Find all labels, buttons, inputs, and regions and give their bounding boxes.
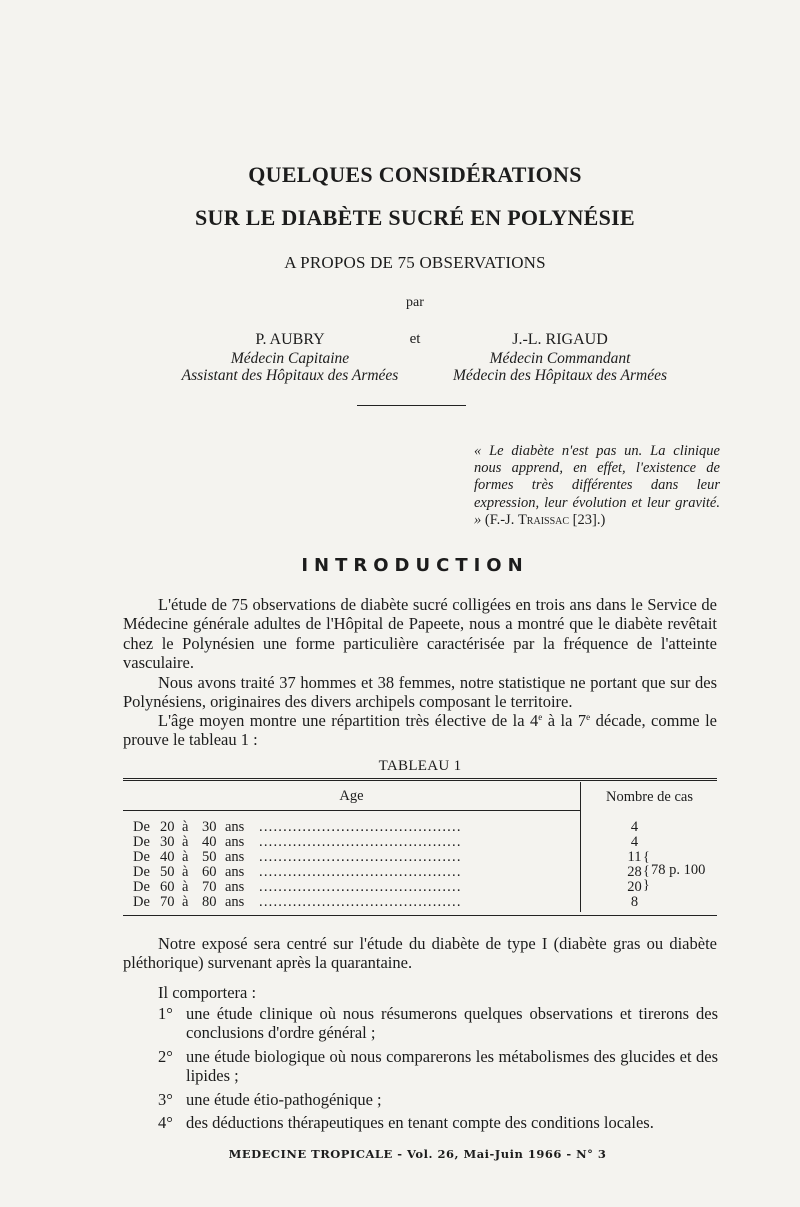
list-item — [158, 1004, 718, 1043]
age-sep: à — [182, 819, 189, 835]
group-percentage: 78 p. 100 — [651, 862, 706, 878]
row-prefix: De — [133, 819, 150, 835]
list-item-number: 1° — [158, 1004, 173, 1023]
age-to: 40 — [202, 834, 217, 850]
epigraph-source — [485, 512, 605, 528]
leader-dots: .......................................... — [259, 835, 462, 850]
table-header-rule — [123, 810, 580, 811]
paragraph-1: L'étude de 75 observations de diabète sucré colligées en trois ans dans le Service de Médecine générale adultes de l'Hôpital de Papeete, nous a montré que le diabète revêtait chez le Polynésien une forme particulière caractérisée par la fréquence de l'atteinte vasculaire. — [123, 595, 717, 673]
age-sep: à — [182, 834, 189, 850]
table-count-cell: 4 — [630, 819, 639, 835]
table-caption: TABLEAU 1 — [378, 758, 462, 774]
row-prefix: De — [133, 849, 150, 865]
author-2-name: J.-L. RIGAUD — [512, 331, 608, 348]
age-unit: ans — [225, 894, 245, 910]
authors-conjunction: et — [409, 331, 421, 347]
age-unit: ans — [225, 834, 245, 850]
paragraph-5: Il comportera : — [158, 983, 257, 1002]
leader-dots: .......................................... — [259, 850, 462, 865]
row-prefix: De — [133, 879, 150, 895]
table-count-cell: 28 — [627, 864, 642, 880]
list-item — [158, 1090, 718, 1109]
row-prefix: De — [133, 834, 150, 850]
author-1-name: P. AUBRY — [255, 331, 325, 348]
list-item-text: une étude clinique où nous résumerons quelques observations et tirerons des conclusions d'ordre général ; — [186, 1004, 718, 1043]
list-item-number: 2° — [158, 1046, 173, 1066]
paragraph-3-part-a: L'âge moyen montre une répartition très élective de la 4 — [158, 711, 539, 730]
list-item — [158, 1113, 718, 1132]
author-1-rank: Médecin Capitaine — [230, 350, 350, 367]
superscript: e — [586, 712, 591, 722]
superscript: e — [538, 712, 543, 722]
journal-footer: MEDECINE TROPICALE - Vol. 26, Mai-Juin 1966 - N° 3 — [228, 1147, 607, 1161]
age-sep: à — [182, 894, 189, 910]
author-2-affiliation: Médecin des Hôpitaux des Armées — [452, 367, 668, 384]
list-item-text: une étude biologique où nous comparerons les métabolismes des glucides et des lipides ; — [186, 1046, 718, 1086]
list-item-text: une étude étio-pathogénique ; — [186, 1089, 382, 1109]
table-row — [133, 895, 573, 910]
table-row — [133, 865, 573, 880]
table-count-cell: 11 — [627, 849, 642, 865]
table-row — [133, 850, 573, 865]
age-unit: ans — [225, 849, 245, 865]
age-to: 80 — [202, 894, 217, 910]
leader-dots: .......................................... — [259, 820, 462, 835]
table-count-cell: 20 — [627, 879, 642, 895]
age-unit: ans — [225, 879, 245, 895]
list-item — [158, 1047, 718, 1086]
group-brace: { { } — [643, 850, 650, 893]
table-age-column — [133, 820, 573, 910]
by-label: par — [406, 295, 424, 310]
age-to: 60 — [202, 864, 217, 880]
paragraph-3-part-b: à la 7 — [542, 711, 587, 730]
table-column-divider — [580, 782, 581, 912]
epigraph-source-ref: [23].) — [569, 511, 606, 528]
age-sep: à — [182, 849, 189, 865]
table-count-cell: 8 — [630, 894, 639, 910]
age-to: 50 — [202, 849, 217, 865]
paragraph-4: Notre exposé sera centré sur l'étude du diabète de type I (diabète gras ou diabète pléthorique) survenant après la quarantaine. — [123, 934, 717, 973]
list-item-text: des déductions thérapeutiques en tenant compte des conditions locales. — [186, 1113, 654, 1133]
title-line-2: SUR LE DIABÈTE SUCRÉ EN POLYNÉSIE — [194, 205, 636, 230]
paragraph-3-part-c: décade, comme le prouve le tableau 1 : — [123, 711, 717, 750]
age-from: 20 — [160, 819, 175, 835]
leader-dots: .......................................... — [259, 895, 462, 910]
row-prefix: De — [133, 864, 150, 880]
title-line-1: QUELQUES CONSIDÉRATIONS — [248, 162, 582, 187]
list-item-number: 3° — [158, 1089, 173, 1109]
paragraph-3 — [123, 711, 717, 750]
paragraph-2: Nous avons traité 37 hommes et 38 femmes, notre statistique ne portant que sur des Polynésiens, originaires des divers archipels composant le territoire. — [123, 673, 717, 712]
epigraph-quote: « Le diabète n'est pas un. La clinique nous apprend, en effet, l'existence de formes très différentes dans leur expression, leur évolution et leur gravité. » — [474, 443, 720, 528]
section-heading-introduction: INTRODUCTION — [301, 555, 529, 576]
leader-dots: .......................................... — [259, 880, 462, 895]
age-from: 40 — [160, 849, 175, 865]
table-row — [133, 820, 573, 835]
age-from: 30 — [160, 834, 175, 850]
epigraph-source-open: (F.-J. — [484, 511, 518, 528]
table-bottom-rule — [123, 915, 717, 916]
epigraph — [474, 443, 720, 529]
age-unit: ans — [225, 864, 245, 880]
table-row — [133, 835, 573, 850]
age-to: 70 — [202, 879, 217, 895]
author-1-affiliation: Assistant des Hôpitaux des Armées — [181, 367, 399, 384]
age-sep: à — [182, 879, 189, 895]
author-2-rank: Médecin Commandant — [489, 350, 631, 367]
age-from: 50 — [160, 864, 175, 880]
age-unit: ans — [225, 819, 245, 835]
table-header-age: Age — [339, 788, 364, 804]
age-from: 70 — [160, 894, 175, 910]
age-sep: à — [182, 864, 189, 880]
row-prefix: De — [133, 894, 150, 910]
list-item-number: 4° — [158, 1113, 173, 1133]
separator-rule — [357, 405, 466, 406]
subtitle: A PROPOS DE 75 OBSERVATIONS — [284, 253, 546, 272]
table-header-count: Nombre de cas — [606, 789, 693, 805]
epigraph-source-name: Traissac — [517, 511, 570, 528]
table-top-rule — [123, 778, 717, 781]
leader-dots: .......................................... — [259, 865, 462, 880]
table-count-cell: 4 — [630, 834, 639, 850]
age-to: 30 — [202, 819, 217, 835]
age-from: 60 — [160, 879, 175, 895]
outline-list — [158, 1004, 718, 1136]
table-row — [133, 880, 573, 895]
